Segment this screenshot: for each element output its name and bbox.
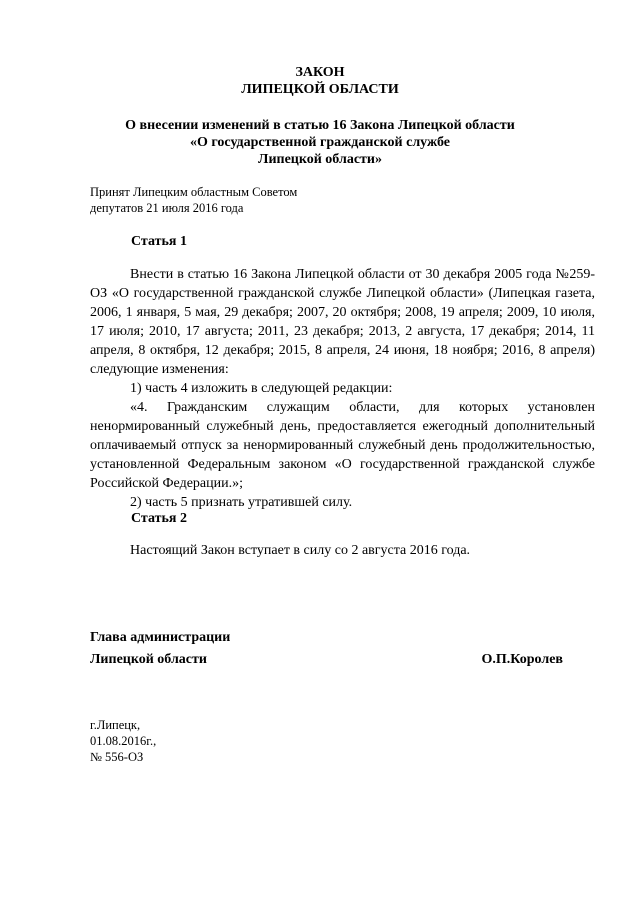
article1-item2: 2) часть 5 признать утратившей силу. bbox=[130, 495, 353, 510]
article2-heading: Статья 2 bbox=[131, 511, 187, 526]
law-title-line1: ЗАКОН bbox=[295, 65, 345, 80]
article1-intro: Внести в статью 16 Закона Липецкой области от 30 декабря 2005 года №259-ОЗ «О государственной гражданской службе Липецкой области» (Липецкая газета, 2006, 1 января, 5 мая, 29 декабря; 2007, 20 октября; 2008, 19 апреля; 2009, 10 июля, 17 июля; 2010, 17 августа; 2011, 23 декабря; 2013, 2 августа, 17 декабря; 2014, 11 апреля, 8 октября, 12 декабря; 2015, 8 апреля, 24 июня, 18 ноября; 2016, 8 апреля) следующие изменения: bbox=[90, 267, 595, 377]
adoption-note-line1: Принят Липецким областным Советом bbox=[90, 185, 298, 199]
issue-date: 01.08.2016г., bbox=[90, 734, 157, 748]
signatory-name: О.П.Королев bbox=[481, 652, 563, 667]
issue-number: № 556-ОЗ bbox=[90, 750, 144, 764]
signatory-position-line1: Глава администрации bbox=[90, 630, 231, 645]
adoption-note-line2: депутатов 21 июля 2016 года bbox=[90, 201, 244, 215]
article2-body bbox=[90, 541, 595, 560]
law-subtitle-line1: О внесении изменений в статью 16 Закона Липецкой области bbox=[125, 118, 515, 133]
signature-row bbox=[90, 649, 595, 671]
issue-city: г.Липецк, bbox=[90, 718, 141, 732]
signature-block bbox=[90, 627, 595, 671]
adoption-note bbox=[90, 184, 297, 216]
article1-body bbox=[90, 265, 595, 512]
law-title bbox=[0, 64, 640, 98]
issue-details bbox=[90, 717, 156, 765]
signatory-position-line2: Липецкой области bbox=[90, 652, 207, 667]
law-subtitle-line2: «О государственной гражданской службе bbox=[190, 135, 450, 150]
law-subtitle bbox=[0, 117, 640, 168]
article1-item1: 1) часть 4 изложить в следующей редакции: bbox=[130, 381, 393, 396]
article1-quote: «4. Гражданским служащим области, для которых установлен ненормированный служебный день, предоставляется ежегодный дополнительный оплачиваемый отпуск за ненормированный служебный день продолжительностью, установленной Федеральным законом «О государственной гражданской службе Российской Федерации.»; bbox=[90, 400, 595, 491]
article1-heading: Статья 1 bbox=[131, 234, 187, 249]
article2-text: Настоящий Закон вступает в силу со 2 августа 2016 года. bbox=[130, 543, 471, 558]
law-title-line2: ЛИПЕЦКОЙ ОБЛАСТИ bbox=[241, 82, 399, 97]
law-subtitle-line3: Липецкой области» bbox=[258, 152, 382, 167]
